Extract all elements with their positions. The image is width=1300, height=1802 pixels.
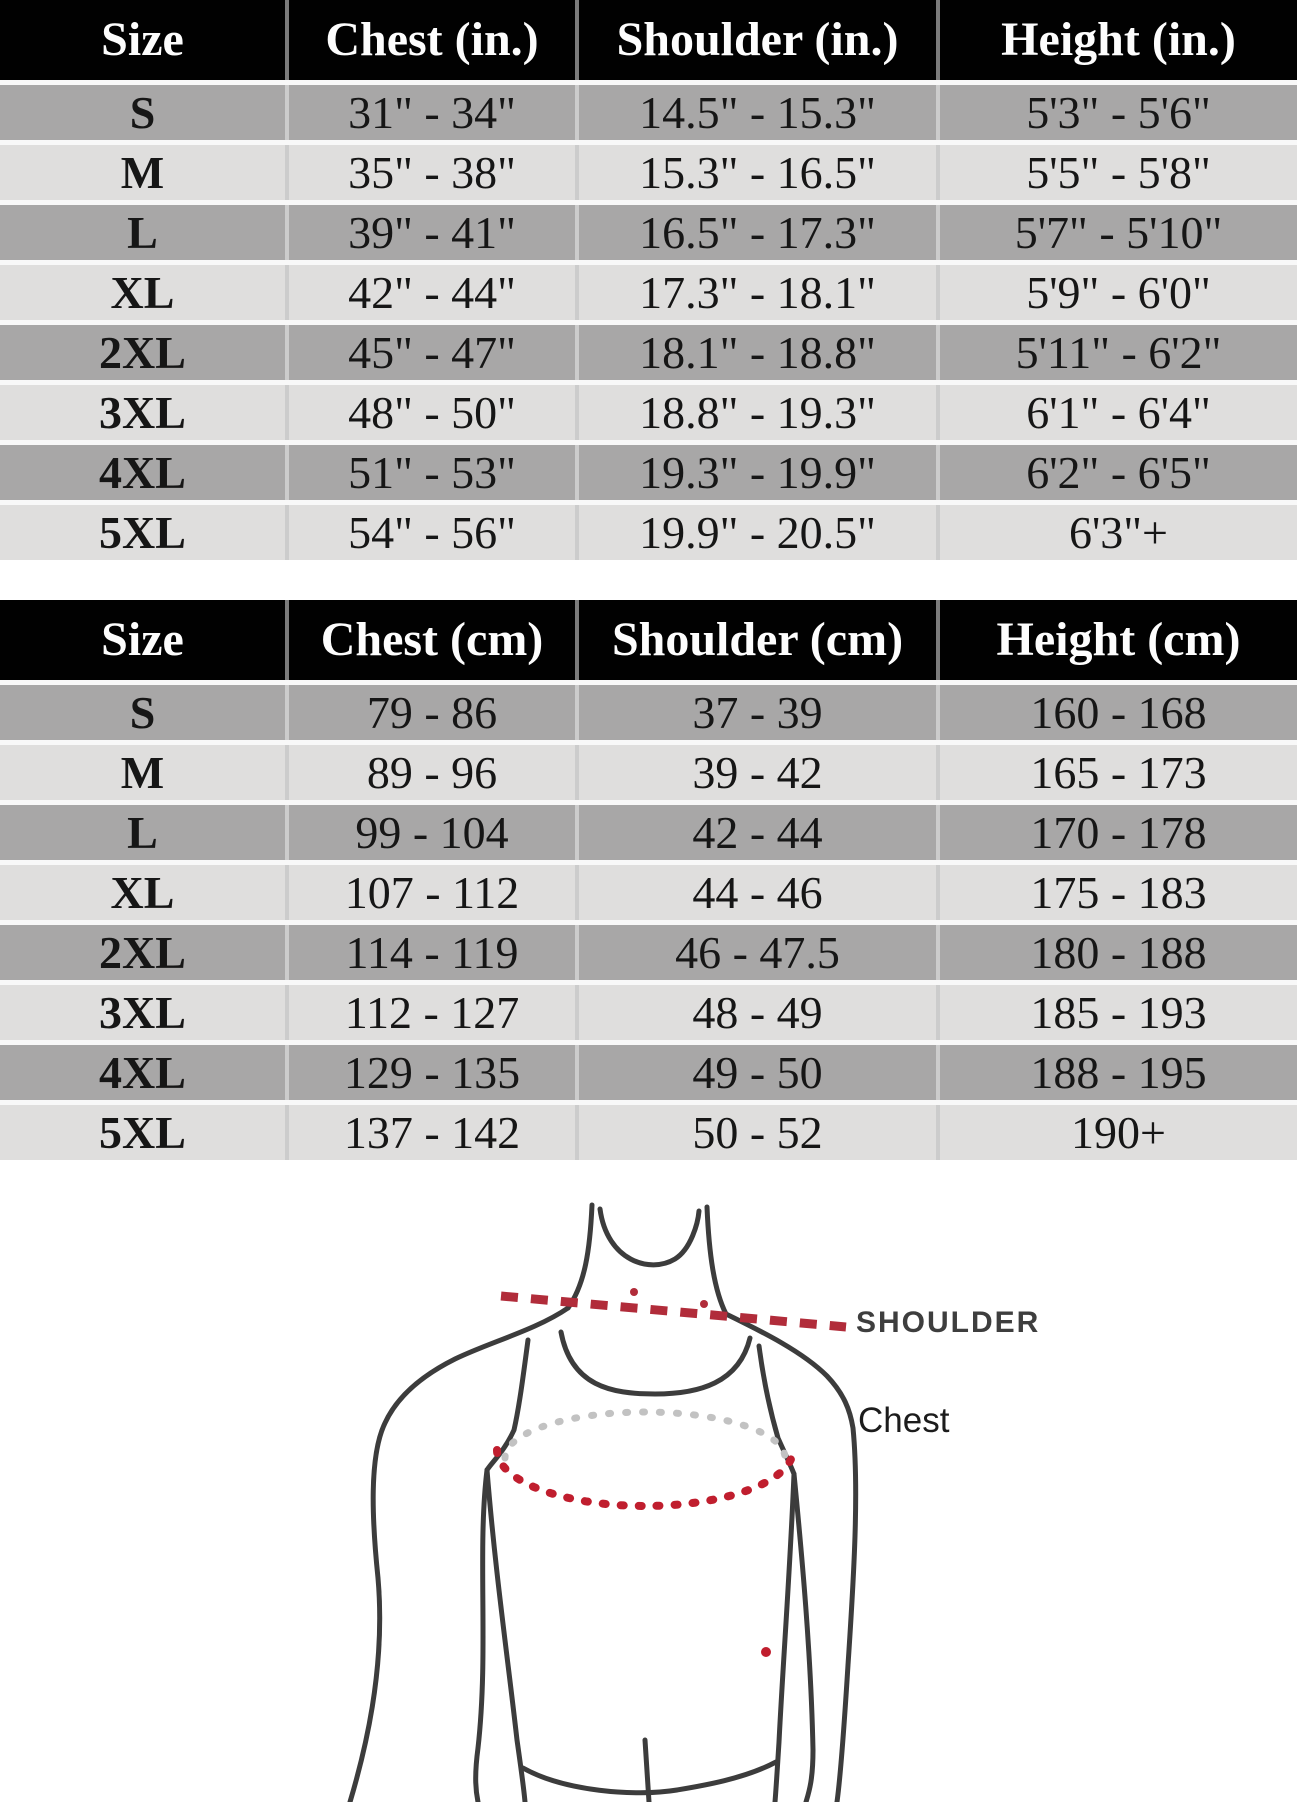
tank-left-seam — [487, 1470, 525, 1802]
chest-cell: 54" - 56" — [287, 503, 577, 561]
chest-label: Chest — [858, 1401, 950, 1440]
height-cell: 5'3" - 5'6" — [938, 83, 1297, 143]
height-cell: 170 - 178 — [938, 803, 1297, 863]
chest-cell: 45" - 47" — [287, 323, 577, 383]
shoulder-cell: 19.9" - 20.5" — [577, 503, 938, 561]
shoulder-cell: 19.3" - 19.9" — [577, 443, 938, 503]
cm-header-row — [0, 600, 1297, 683]
height-cell: 5'9" - 6'0" — [938, 263, 1297, 323]
chest-cell: 51" - 53" — [287, 443, 577, 503]
chest-cell: 31" - 34" — [287, 83, 577, 143]
cm-header-size: Size — [0, 600, 287, 683]
size-cell: 4XL — [0, 1043, 287, 1103]
height-cell: 188 - 195 — [938, 1043, 1297, 1103]
table-row — [0, 803, 1297, 863]
shoulder-cell: 18.8" - 19.3" — [577, 383, 938, 443]
cm-header-shoulder: Shoulder (cm) — [577, 600, 938, 683]
shoulder-cell: 39 - 42 — [577, 743, 938, 803]
table-row — [0, 383, 1297, 443]
size-cell: S — [0, 683, 287, 743]
size-cell: 3XL — [0, 383, 287, 443]
size-cell: L — [0, 803, 287, 863]
size-cell: M — [0, 743, 287, 803]
size-cell: 4XL — [0, 443, 287, 503]
neck-dot-left — [630, 1288, 638, 1296]
inches-header-row — [0, 0, 1297, 83]
size-cell: XL — [0, 263, 287, 323]
size-cell: M — [0, 143, 287, 203]
table-row — [0, 1043, 1297, 1103]
chest-cell: 99 - 104 — [287, 803, 577, 863]
tank-neckline — [561, 1332, 750, 1394]
size-cell: 2XL — [0, 923, 287, 983]
neck-left-line — [568, 1205, 592, 1308]
inches-header-chest: Chest (in.) — [287, 0, 577, 83]
chest-cell: 79 - 86 — [287, 683, 577, 743]
shoulder-cell: 44 - 46 — [577, 863, 938, 923]
neck-chin-line — [600, 1209, 699, 1265]
shoulder-measure-line — [501, 1296, 846, 1327]
size-cell: 3XL — [0, 983, 287, 1043]
size-cell: XL — [0, 863, 287, 923]
chest-cell: 137 - 142 — [287, 1103, 577, 1161]
size-cell: 5XL — [0, 1103, 287, 1161]
height-cell: 160 - 168 — [938, 683, 1297, 743]
left-inner-arm-line — [476, 1470, 487, 1802]
shoulder-cell: 50 - 52 — [577, 1103, 938, 1161]
neck-dot-right — [700, 1300, 708, 1308]
shoulder-cell: 49 - 50 — [577, 1043, 938, 1103]
table-row — [0, 263, 1297, 323]
chest-measure-red-arc — [497, 1450, 793, 1506]
chest-cell: 35" - 38" — [287, 143, 577, 203]
size-table-inches — [0, 0, 1297, 560]
shoulder-cell: 14.5" - 15.3" — [577, 83, 938, 143]
shoulder-cell: 48 - 49 — [577, 983, 938, 1043]
table-row — [0, 683, 1297, 743]
tank-right-seam — [775, 1474, 794, 1802]
shoulder-label: SHOULDER — [856, 1306, 1041, 1339]
shoulder-cell: 15.3" - 16.5" — [577, 143, 938, 203]
chest-measure-gray-arc — [505, 1412, 785, 1458]
chest-cell: 42" - 44" — [287, 263, 577, 323]
table-row — [0, 443, 1297, 503]
height-cell: 190+ — [938, 1103, 1297, 1161]
cm-header-height: Height (cm) — [938, 600, 1297, 683]
height-cell: 180 - 188 — [938, 923, 1297, 983]
height-cell: 6'2" - 6'5" — [938, 443, 1297, 503]
left-shoulder-arm-line — [350, 1308, 568, 1802]
size-cell: 2XL — [0, 323, 287, 383]
shoulder-cell: 17.3" - 18.1" — [577, 263, 938, 323]
size-table-cm — [0, 600, 1297, 1160]
table-row — [0, 1103, 1297, 1161]
table-row — [0, 863, 1297, 923]
table-row — [0, 323, 1297, 383]
chest-cell: 114 - 119 — [287, 923, 577, 983]
shoulder-cell: 42 - 44 — [577, 803, 938, 863]
chest-cell: 112 - 127 — [287, 983, 577, 1043]
inches-header-height: Height (in.) — [938, 0, 1297, 83]
height-cell: 185 - 193 — [938, 983, 1297, 1043]
shoulder-cell: 37 - 39 — [577, 683, 938, 743]
inches-header-shoulder: Shoulder (in.) — [577, 0, 938, 83]
size-cell: 5XL — [0, 503, 287, 561]
shoulder-cell: 16.5" - 17.3" — [577, 203, 938, 263]
chest-cell: 107 - 112 — [287, 863, 577, 923]
height-cell: 5'11" - 6'2" — [938, 323, 1297, 383]
table-row — [0, 83, 1297, 143]
height-cell: 165 - 173 — [938, 743, 1297, 803]
cm-header-chest: Chest (cm) — [287, 600, 577, 683]
right-inner-arm-line — [794, 1474, 813, 1802]
tank-right-strap-armhole — [759, 1346, 794, 1474]
height-cell: 175 - 183 — [938, 863, 1297, 923]
height-cell: 6'3"+ — [938, 503, 1297, 561]
size-cell: L — [0, 203, 287, 263]
chest-cell: 48" - 50" — [287, 383, 577, 443]
shoulder-cell: 18.1" - 18.8" — [577, 323, 938, 383]
waist-dot — [761, 1647, 771, 1657]
chest-cell: 129 - 135 — [287, 1043, 577, 1103]
table-row — [0, 503, 1297, 561]
shoulder-cell: 46 - 47.5 — [577, 923, 938, 983]
height-cell: 5'7" - 5'10" — [938, 203, 1297, 263]
chest-cell: 89 - 96 — [287, 743, 577, 803]
table-row — [0, 143, 1297, 203]
body-measurement-diagram — [0, 1160, 1300, 1802]
table-row — [0, 923, 1297, 983]
table-row — [0, 743, 1297, 803]
inches-header-size: Size — [0, 0, 287, 83]
chest-cell: 39" - 41" — [287, 203, 577, 263]
neck-right-line — [707, 1207, 726, 1314]
height-cell: 5'5" - 5'8" — [938, 143, 1297, 203]
height-cell: 6'1" - 6'4" — [938, 383, 1297, 443]
table-row — [0, 983, 1297, 1043]
size-cell: S — [0, 83, 287, 143]
table-row — [0, 203, 1297, 263]
